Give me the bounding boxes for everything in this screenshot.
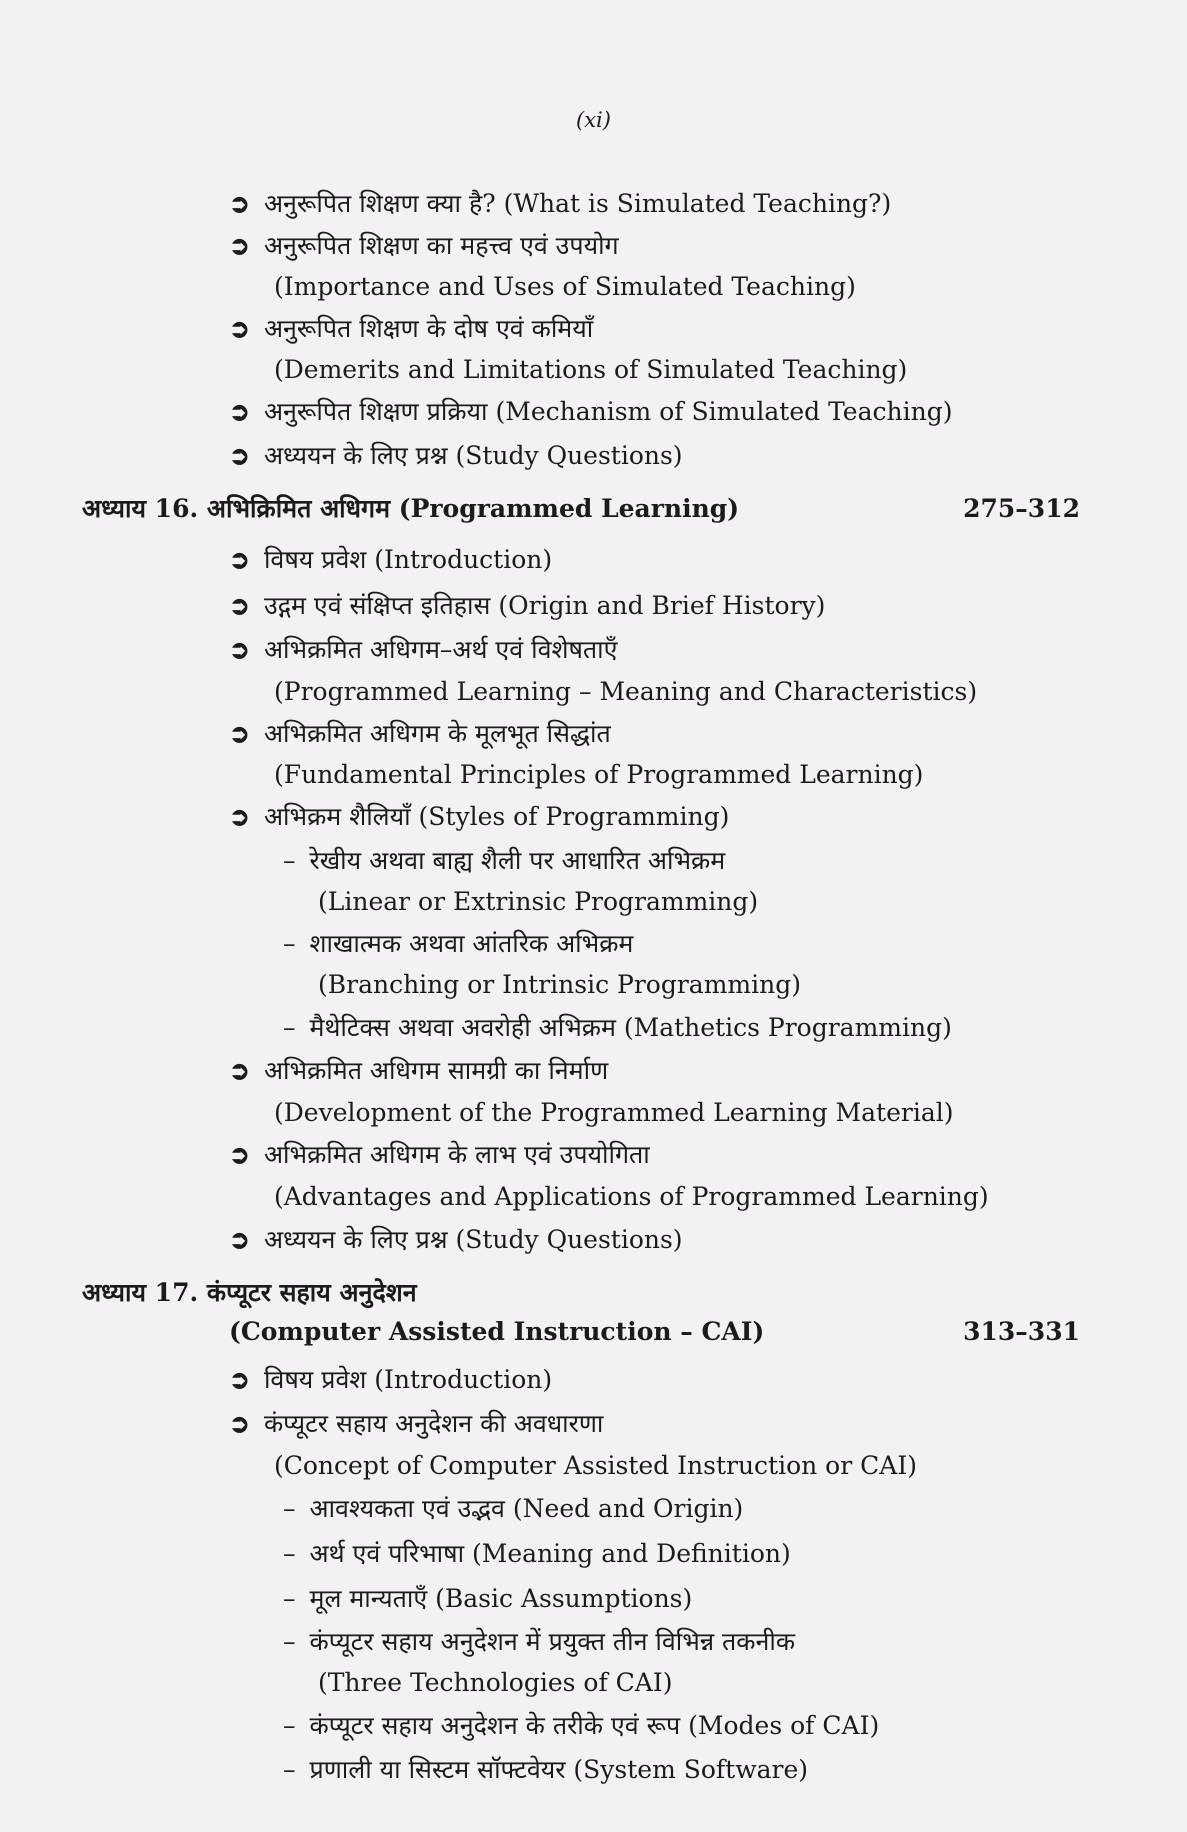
toc-subentry-text: रेखीय अथवा बाह्य शैली पर आधारित अभिक्रम bbox=[309, 846, 726, 875]
arrow-icon: ➲ bbox=[229, 1365, 250, 1394]
dash-icon: – bbox=[283, 1494, 296, 1523]
toc-subentry-text: मैथेटिक्स अथवा अवरोही अभिक्रम (Mathetics Programming) bbox=[309, 1013, 952, 1042]
toc-entry-subtext: (Advantages and Applications of Programmed Learning) bbox=[274, 1182, 989, 1211]
toc-subentry-text: अर्थ एवं परिभाषा (Meaning and Definition) bbox=[309, 1539, 791, 1568]
toc-entry-subtext: (Development of the Programmed Learning Material) bbox=[274, 1098, 954, 1127]
chapter-16-pages: 275–312 bbox=[963, 494, 1080, 523]
chapter-17-pages: 313–331 bbox=[963, 1317, 1080, 1346]
toc-entry-text: अभिक्रम शैलियाँ (Styles of Programming) bbox=[263, 802, 730, 831]
arrow-icon: ➲ bbox=[229, 231, 250, 260]
arrow-icon: ➲ bbox=[229, 314, 250, 343]
toc-entry bbox=[229, 801, 729, 833]
dash-icon: – bbox=[283, 1711, 296, 1740]
dash-icon: – bbox=[283, 846, 296, 875]
toc-subentry bbox=[283, 1538, 791, 1570]
toc-entry-text: अभिक्रमित अधिगम के मूलभूत सिद्धांत bbox=[263, 719, 611, 748]
toc-entry bbox=[229, 1224, 683, 1256]
toc-subentry bbox=[283, 845, 725, 877]
toc-entry bbox=[229, 230, 619, 262]
toc-subentry-text: आवश्यकता एवं उद्भव (Need and Origin) bbox=[309, 1494, 744, 1523]
arrow-icon: ➲ bbox=[229, 591, 250, 620]
toc-entry-text: कंप्यूटर सहाय अनुदेशन की अवधारणा bbox=[263, 1409, 604, 1438]
toc-entry-subtext: (Three Technologies of CAI) bbox=[318, 1668, 673, 1697]
toc-entry-text: अभिक्रमित अधिगम सामग्री का निर्माण bbox=[263, 1056, 609, 1085]
toc-entry-subtext: (Importance and Uses of Simulated Teaching) bbox=[274, 272, 856, 301]
toc-subentry-text: मूल मान्यताएँ (Basic Assumptions) bbox=[309, 1584, 693, 1613]
arrow-icon: ➲ bbox=[229, 441, 250, 470]
arrow-icon: ➲ bbox=[229, 1140, 250, 1169]
arrow-icon: ➲ bbox=[229, 189, 250, 218]
toc-entry-text: विषय प्रवेश (Introduction) bbox=[263, 545, 553, 574]
toc-entry-subtext: (Concept of Computer Assisted Instruction or CAI) bbox=[274, 1451, 917, 1480]
toc-subentry bbox=[283, 1626, 795, 1658]
toc-subentry-text: शाखात्मक अथवा आंतरिक अभिक्रम bbox=[309, 929, 634, 958]
toc-subentry-text: कंप्यूटर सहाय अनुदेशन के तरीके एवं रूप (Modes of CAI) bbox=[309, 1711, 880, 1740]
arrow-icon: ➲ bbox=[229, 1225, 250, 1254]
toc-entry bbox=[229, 440, 683, 472]
dash-icon: – bbox=[283, 1627, 296, 1656]
toc-entry bbox=[229, 1408, 603, 1440]
toc-entry-subtext: (Programmed Learning – Meaning and Characteristics) bbox=[274, 677, 978, 706]
toc-subentry bbox=[283, 1583, 692, 1615]
toc-subentry bbox=[283, 1710, 879, 1742]
toc-entry-text: अभिक्रमित अधिगम–अर्थ एवं विशेषताएँ bbox=[263, 635, 618, 664]
toc-subentry-text: कंप्यूटर सहाय अनुदेशन में प्रयुक्त तीन विभिन्न तकनीक bbox=[309, 1627, 796, 1656]
arrow-icon: ➲ bbox=[229, 1409, 250, 1438]
toc-entry-text: अनुरूपित शिक्षण के दोष एवं कमियाँ bbox=[263, 314, 594, 343]
arrow-icon: ➲ bbox=[229, 802, 250, 831]
dash-icon: – bbox=[283, 929, 296, 958]
chapter-17-subtitle: (Computer Assisted Instruction – CAI) bbox=[229, 1317, 765, 1346]
page-number: (xi) bbox=[576, 108, 611, 132]
toc-entry-text: अनुरूपित शिक्षण का महत्त्व एवं उपयोग bbox=[263, 231, 619, 260]
toc-entry bbox=[229, 634, 617, 666]
toc-entry-text: अध्ययन के लिए प्रश्न (Study Questions) bbox=[263, 1225, 683, 1254]
toc-subentry bbox=[283, 928, 633, 960]
toc-entry-text: उद्गम एवं संक्षिप्त इतिहास (Origin and Brief History) bbox=[263, 591, 826, 620]
toc-entry bbox=[229, 396, 952, 428]
arrow-icon: ➲ bbox=[229, 397, 250, 426]
toc-subentry bbox=[283, 1493, 743, 1525]
chapter-16-title: अध्याय 16. अभिक्रिमित अधिगम (Programmed Learning) bbox=[82, 494, 740, 523]
toc-entry-subtext: (Fundamental Principles of Programmed Learning) bbox=[274, 760, 924, 789]
arrow-icon: ➲ bbox=[229, 1056, 250, 1085]
toc-entry bbox=[229, 1139, 650, 1171]
toc-entry bbox=[229, 590, 825, 622]
toc-entry-text: विषय प्रवेश (Introduction) bbox=[263, 1365, 553, 1394]
toc-entry-subtext: (Linear or Extrinsic Programming) bbox=[318, 887, 759, 916]
toc-entry-subtext: (Demerits and Limitations of Simulated Teaching) bbox=[274, 355, 908, 384]
toc-entry bbox=[229, 544, 552, 576]
toc-entry-text: अध्ययन के लिए प्रश्न (Study Questions) bbox=[263, 441, 683, 470]
toc-entry bbox=[229, 1055, 608, 1087]
chapter-17-title: अध्याय 17. कंप्यूटर सहाय अनुदेशन bbox=[82, 1278, 417, 1307]
dash-icon: – bbox=[283, 1013, 296, 1042]
toc-entry-text: अनुरूपित शिक्षण प्रक्रिया (Mechanism of Simulated Teaching) bbox=[263, 397, 953, 426]
toc-entry-text: अभिक्रमित अधिगम के लाभ एवं उपयोगिता bbox=[263, 1140, 650, 1169]
arrow-icon: ➲ bbox=[229, 635, 250, 664]
toc-entry bbox=[229, 313, 593, 345]
dash-icon: – bbox=[283, 1755, 296, 1784]
toc-subentry bbox=[283, 1754, 808, 1786]
toc-entry-subtext: (Branching or Intrinsic Programming) bbox=[318, 970, 801, 999]
arrow-icon: ➲ bbox=[229, 719, 250, 748]
dash-icon: – bbox=[283, 1584, 296, 1613]
dash-icon: – bbox=[283, 1539, 296, 1568]
toc-entry-text: अनुरूपित शिक्षण क्या है? (What is Simulated Teaching?) bbox=[263, 189, 892, 218]
toc-subentry-text: प्रणाली या सिस्टम सॉफ्टवेयर (System Software) bbox=[309, 1755, 809, 1784]
arrow-icon: ➲ bbox=[229, 545, 250, 574]
toc-entry bbox=[229, 1364, 552, 1396]
toc-entry bbox=[229, 188, 891, 220]
toc-entry bbox=[229, 718, 611, 750]
toc-subentry bbox=[283, 1012, 952, 1044]
